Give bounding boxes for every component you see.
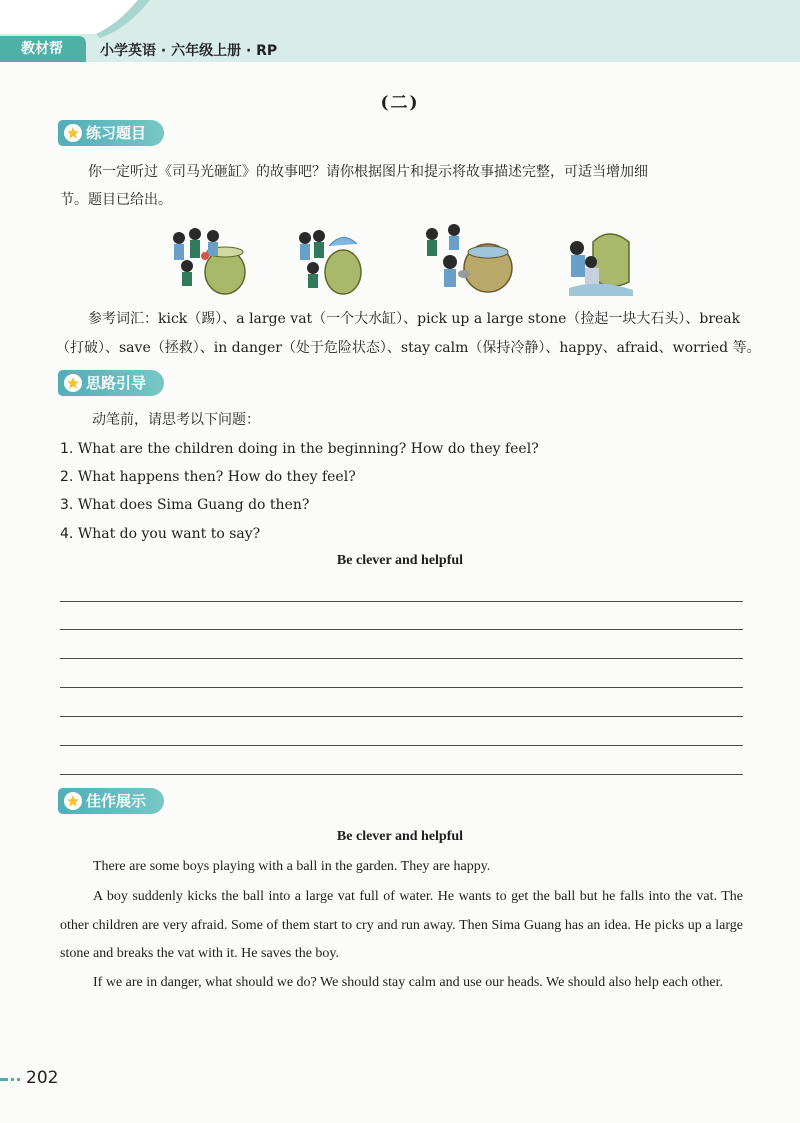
question-1 bbox=[60, 439, 539, 459]
question-4 bbox=[60, 524, 260, 544]
practice-tag bbox=[58, 120, 164, 146]
writing-title: Be clever and helpful bbox=[336, 553, 464, 568]
question-3 bbox=[60, 495, 309, 515]
story-illustrations bbox=[165, 222, 645, 298]
question-text: What do you want to say? bbox=[77, 526, 261, 542]
writing-line[interactable] bbox=[60, 658, 743, 659]
page-marker-dots bbox=[0, 1076, 24, 1084]
scene-picking-up-stone bbox=[420, 222, 515, 298]
brand-label: 教材帮 bbox=[21, 41, 63, 57]
writing-line[interactable] bbox=[60, 716, 743, 717]
star-icon bbox=[64, 792, 82, 810]
writing-line[interactable] bbox=[60, 745, 743, 746]
writing-line[interactable] bbox=[60, 601, 743, 602]
question-2 bbox=[60, 467, 356, 487]
model-paragraph-3: If we are in danger, what should we do? We should stay calm and use our heads. We should also help each other. bbox=[93, 975, 723, 990]
showcase-tag bbox=[58, 788, 164, 814]
question-number: 3. bbox=[60, 497, 74, 513]
scene-vat-broken bbox=[563, 222, 635, 298]
writing-line[interactable] bbox=[60, 687, 743, 688]
question-text: What does Sima Guang do then? bbox=[77, 497, 310, 513]
writing-line[interactable] bbox=[60, 629, 743, 630]
scene-boy-falls-in-vat bbox=[293, 222, 365, 298]
vocab-line-2: （打破）、save（拯救）、in danger（处于危险状态）、stay calm（保持冷静）、happy、afraid、worried 等。 bbox=[56, 340, 761, 356]
guide-tag-label: 思路引导 bbox=[86, 374, 147, 392]
star-icon bbox=[64, 124, 82, 142]
scene-children-playing bbox=[165, 222, 247, 298]
model-paragraph-2: A boy suddenly kicks the ball into a large vat full of water. He wants to get the ball but he falls into the vat. The other children are very afraid. Some of them start to cry and run away. Then Sima Guang has an idea. He picks up a large stone and breaks the vat with it. He saves the boy. bbox=[60, 889, 743, 961]
question-number: 2. bbox=[60, 469, 74, 485]
model-essay-title: Be clever and helpful bbox=[336, 829, 464, 844]
section-title: (二) bbox=[380, 93, 420, 113]
prompt-line-2: 节。题目已给出。 bbox=[60, 192, 172, 208]
question-number: 1. bbox=[60, 441, 74, 457]
book-title: 小学英语 · 六年级上册 · RP bbox=[100, 43, 278, 59]
model-paragraph-1: There are some boys playing with a ball in the garden. They are happy. bbox=[93, 859, 491, 874]
writing-line[interactable] bbox=[60, 774, 743, 775]
question-text: What are the children doing in the beginning? How do they feel? bbox=[77, 441, 539, 457]
guide-intro: 动笔前，请思考以下问题： bbox=[92, 412, 260, 428]
guide-tag bbox=[58, 370, 164, 396]
question-text: What happens then? How do they feel? bbox=[77, 469, 356, 485]
star-icon bbox=[64, 374, 82, 392]
prompt-line-1: 你一定听过《司马光砸缸》的故事吧？请你根据图片和提示将故事描述完整，可适当增加细 bbox=[88, 164, 648, 180]
practice-tag-label: 练习题目 bbox=[86, 124, 147, 142]
question-number: 4. bbox=[60, 526, 74, 542]
showcase-tag-label: 佳作展示 bbox=[86, 792, 147, 810]
page-number: 202 bbox=[26, 1068, 59, 1088]
vocab-line-1: 参考词汇：kick（踢）、a large vat（一个大水缸）、pick up a large stone（捡起一块大石头）、break bbox=[88, 311, 741, 327]
